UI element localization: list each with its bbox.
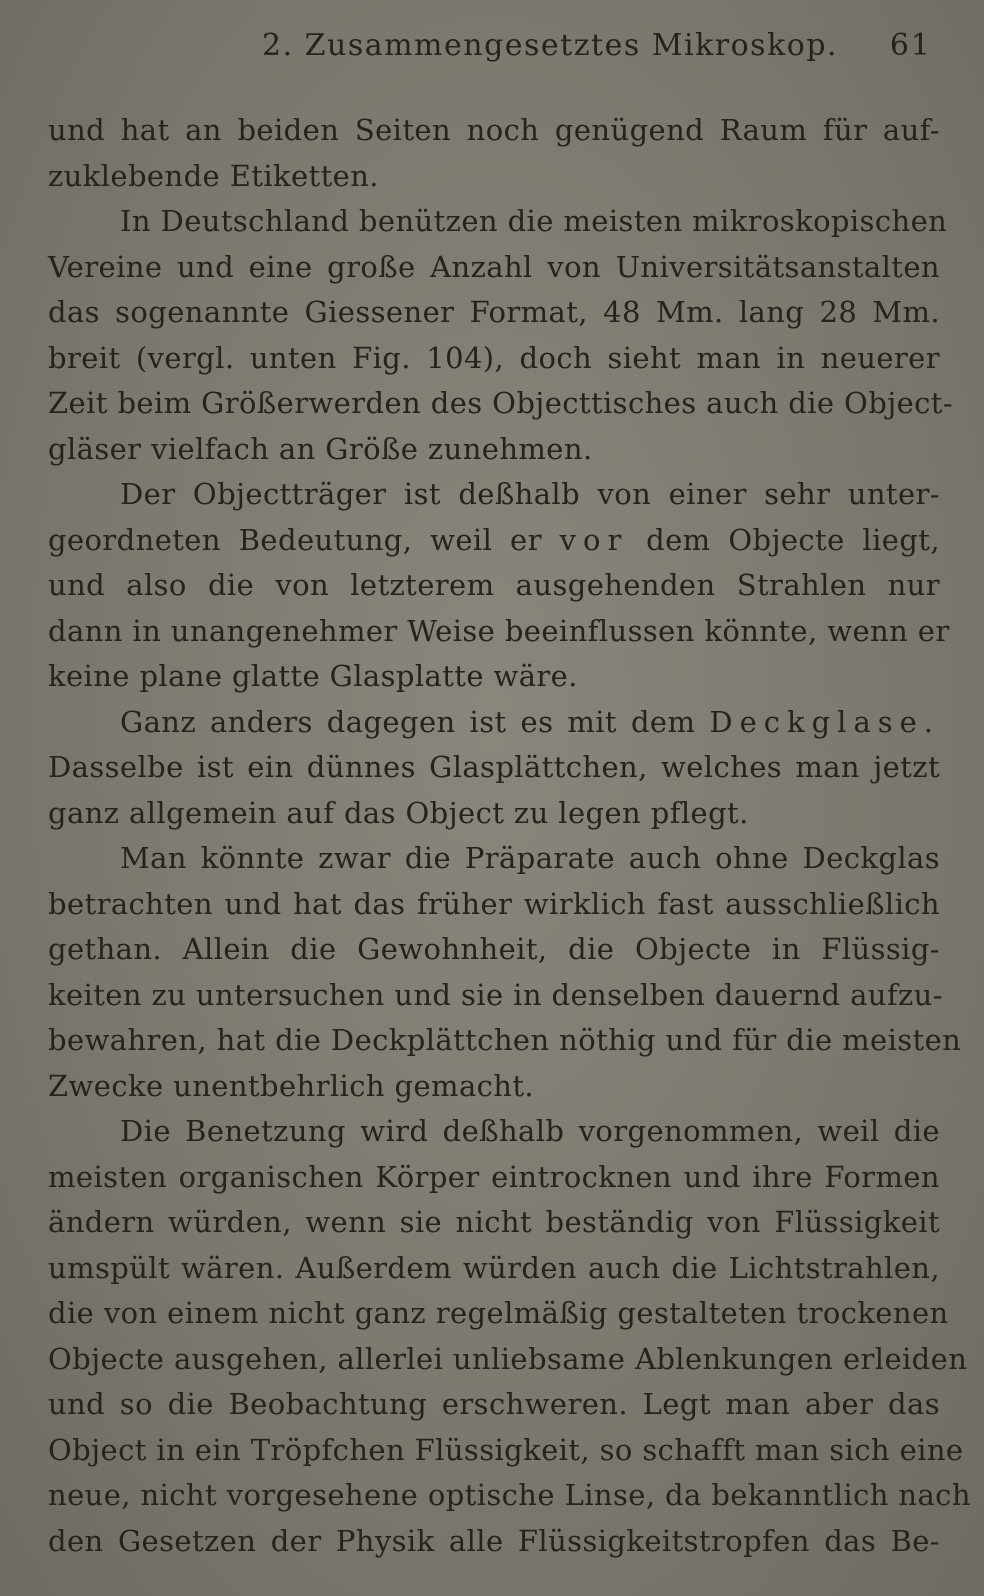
text-line: Objecte ausgehen, allerlei unliebsame Ablenkungen erleiden: [48, 1341, 968, 1376]
text-line: Die Benetzung wird deßhalb vorgenommen, weil die: [120, 1114, 940, 1148]
text-line: den Gesetzen der Physik alle Flüssigkeitstropfen das Be-: [48, 1523, 940, 1558]
text-line: das sogenannte Giessener Format, 48 Mm. lang 28 Mm.: [48, 295, 940, 329]
body-text: [48, 108, 971, 1564]
text-line: [48, 700, 940, 746]
text-line: In Deutschland benützen die meisten mikroskopischen: [120, 204, 948, 238]
text-line: Der Objectträger ist deßhalb von einer sehr unter-: [120, 477, 940, 511]
text-line: betrachten und hat das früher wirklich fast ausschließlich: [48, 886, 940, 921]
text-line: keine plane glatte Glasplatte wäre.: [48, 659, 578, 693]
text-line: Vereine und eine große Anzahl von Universitätsanstalten: [48, 249, 940, 284]
text-line: Object in ein Tröpfchen Flüssigkeit, so schafft man sich eine: [48, 1432, 964, 1467]
text-line: meisten organischen Körper eintrocknen und ihre Formen: [48, 1159, 940, 1194]
text-segment: geordneten Bedeutung, weil er: [48, 522, 542, 557]
text-line: und also die von letzterem ausgehenden Strahlen nur: [48, 568, 940, 602]
text-line: die von einem nicht ganz regelmäßig gestalteten trockenen: [48, 1296, 949, 1330]
text-line: ändern würden, wenn sie nicht beständig von Flüssigkeit: [48, 1205, 940, 1239]
text-line: [48, 518, 940, 564]
text-line: umspült wären. Außerdem würden auch die Lichtstrahlen,: [48, 1250, 940, 1285]
text-line: Zwecke unentbehrlich gemacht.: [48, 1068, 535, 1103]
text-line: neue, nicht vorgesehene optische Linse, da bekanntlich nach: [48, 1478, 971, 1512]
running-title: 2. Zusammengesetztes Mikroskop.: [262, 28, 839, 63]
running-header: [0, 28, 984, 78]
emphasized-word: Deckglase.: [709, 704, 940, 739]
emphasized-word: vor: [559, 522, 629, 557]
text-line: Man könnte zwar die Präparate auch ohne Deckglas: [120, 841, 940, 875]
text-line: bewahren, hat die Deckplättchen nöthig und für die meisten: [48, 1023, 962, 1057]
text-line: gläser vielfach an Größe zunehmen.: [48, 431, 593, 466]
text-line: Dasselbe ist ein dünnes Glasplättchen, welches man jetzt: [48, 750, 940, 784]
text-line: zuklebende Etiketten.: [48, 158, 379, 193]
text-line: und hat an beiden Seiten noch genügend Raum für auf-: [48, 113, 940, 147]
text-line: gethan. Allein die Gewohnheit, die Objecte in Flüssig-: [48, 932, 940, 966]
text-line: ganz allgemein auf das Object zu legen pflegt.: [48, 795, 749, 830]
text-segment: Ganz anders dagegen ist es mit dem: [120, 704, 696, 739]
text-line: dann in unangenehmer Weise beeinflussen könnte, wenn er: [48, 613, 950, 648]
text-line: keiten zu untersuchen und sie in denselben dauernd aufzu-: [48, 977, 943, 1012]
text-line: breit (vergl. unten Fig. 104), doch sieht man in neuerer: [48, 340, 940, 375]
page-number: 61: [889, 28, 932, 63]
text-line: und so die Beobachtung erschweren. Legt man aber das: [48, 1387, 940, 1421]
text-segment: dem Objecte liegt,: [646, 522, 940, 557]
text-line: Zeit beim Größerwerden des Objecttisches auch die Object-: [48, 386, 954, 420]
